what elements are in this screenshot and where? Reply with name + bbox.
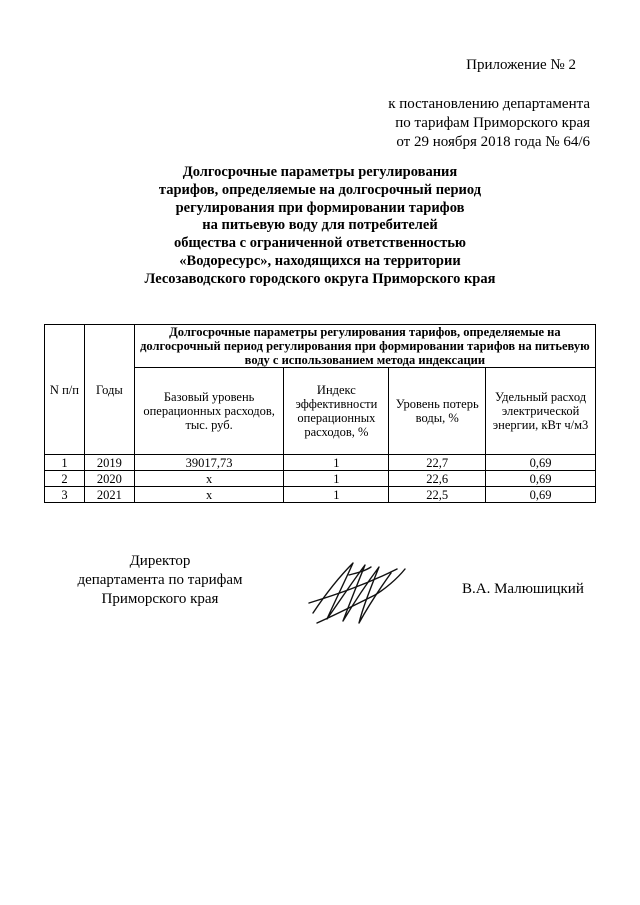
cell-year: 2020 [84, 471, 134, 487]
header-group: Долгосрочные параметры регулирования тарифов, определяемые на долгосрочный период регулирования при формировании тарифов на питьевую воду с использованием метода индексации [134, 325, 595, 368]
title-line: «Водоресурс», находящихся на территории [179, 252, 461, 269]
title-line: тарифов, определяемые на долгосрочный период [158, 181, 482, 198]
cell-base: x [134, 487, 284, 503]
position-line: Приморского края [101, 591, 219, 607]
parameters-table [44, 324, 596, 503]
cell-energy: 0,69 [486, 471, 596, 487]
handwritten-signature-icon [305, 555, 415, 630]
appendix-number: Приложение № 2 [466, 57, 576, 73]
cell-year: 2019 [84, 455, 134, 471]
cell-energy: 0,69 [486, 487, 596, 503]
cell-num: 1 [45, 455, 85, 471]
cell-index: 1 [284, 487, 389, 503]
table-row [45, 471, 596, 487]
header-efficiency-index: Индекс эффективности операционных расходов, % [284, 368, 389, 455]
cell-num: 3 [45, 487, 85, 503]
cell-index: 1 [284, 455, 389, 471]
title-line: Долгосрочные параметры регулирования [182, 164, 458, 180]
position-line: Директор [129, 553, 191, 569]
appendix-reference [380, 56, 590, 152]
header-num: N п/п [45, 325, 85, 455]
signatory-name: В.А. Малюшицкий [462, 581, 584, 597]
header-base-level: Базовый уровень операционных расходов, тыс. руб. [134, 368, 284, 455]
document-title [60, 164, 580, 289]
appendix-line: по тарифам Приморского края [395, 115, 590, 131]
title-line: общества с ограниченной ответственностью [174, 235, 466, 252]
appendix-line: к постановлению департамента [388, 96, 590, 112]
cell-year: 2021 [84, 487, 134, 503]
table-row [45, 487, 596, 503]
cell-loss: 22,7 [389, 455, 486, 471]
cell-num: 2 [45, 471, 85, 487]
header-energy-consumption: Удельный расход электрической энергии, кВт ч/м3 [486, 368, 596, 455]
cell-loss: 22,5 [389, 487, 486, 503]
cell-index: 1 [284, 471, 389, 487]
title-line: на питьевую воду для потребителей [202, 217, 438, 234]
title-line: регулирования при формировании тарифов [175, 199, 465, 216]
cell-energy: 0,69 [486, 455, 596, 471]
appendix-line: от 29 ноября 2018 года № 64/6 [396, 134, 590, 150]
header-year: Годы [84, 325, 134, 455]
title-line: Лесозаводского городского округа Приморского края [144, 270, 496, 287]
cell-base: 39017,73 [134, 455, 284, 471]
cell-base: x [134, 471, 284, 487]
table-header-row [45, 325, 596, 368]
position-line: департамента по тарифам [77, 572, 243, 588]
table-row [45, 455, 596, 471]
cell-loss: 22,6 [389, 471, 486, 487]
signatory-position [60, 552, 260, 609]
header-water-loss: Уровень потерь воды, % [389, 368, 486, 455]
